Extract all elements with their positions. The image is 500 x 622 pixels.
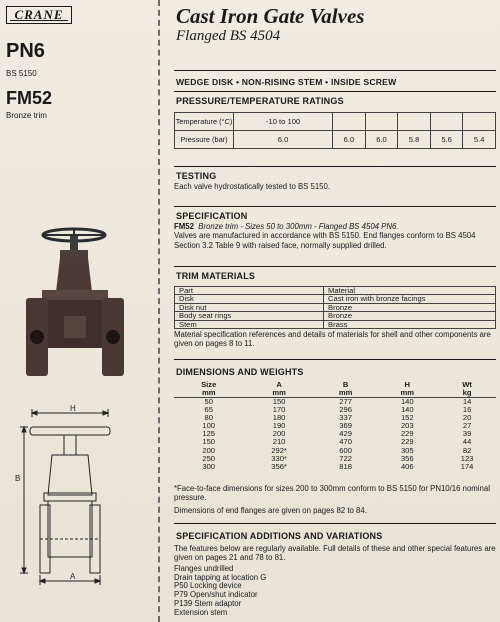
left-column (0, 0, 158, 622)
part-cell: Disk nut (175, 303, 324, 311)
trim-materials-heading: TRIM MATERIALS (176, 271, 256, 281)
pressure-temperature-table (174, 112, 496, 149)
dimension-cell: 369 (339, 421, 352, 431)
dimension-cell: 80 (204, 413, 213, 423)
table-row (174, 430, 496, 438)
divider-line (174, 70, 496, 71)
table-row (174, 406, 496, 414)
table-row (174, 438, 496, 446)
testing-heading: TESTING (176, 171, 217, 181)
standard-label: BS 5150 (6, 69, 37, 78)
dim-h-label: H (70, 405, 76, 413)
dimension-cell: 14 (462, 397, 472, 406)
dimension-cell: 140 (400, 397, 414, 406)
dimension-cell: 100 (202, 421, 216, 431)
material-cell: Brass (324, 320, 496, 328)
dimension-cell: 200 (272, 429, 286, 439)
pressure-cell: 6.0 (365, 131, 398, 149)
material-cell: Bronze (324, 303, 496, 311)
temp-cell (463, 113, 496, 131)
column-header: H (404, 380, 411, 389)
temp-cell: -10 to 100 (234, 113, 333, 131)
dimension-cell: 65 (204, 405, 213, 415)
temp-cell (398, 113, 431, 131)
additions-intro: The features below are regularly available. Full details of these and other special features are given on pages 21 and 78 to 81. (174, 544, 496, 563)
dimension-cell: 170 (272, 405, 286, 415)
dimension-cell: 123 (460, 453, 474, 463)
divider-line (174, 166, 496, 167)
dim-b-label: B (15, 474, 21, 483)
dimension-cell: 150 (202, 437, 216, 447)
part-cell: Disk (175, 295, 324, 303)
spec-italic: Bronze trim - Sizes 50 to 300mm - Flanged BS 4504 PN6. (198, 222, 399, 231)
dimension-cell: 200 (202, 445, 216, 455)
dimension-cell: 27 (462, 421, 472, 431)
column-header: Material (324, 287, 496, 295)
dimension-cell: 722 (339, 453, 352, 463)
dimension-cell: 39 (462, 429, 472, 439)
pressure-cell: 6.0 (234, 131, 333, 149)
units-row (174, 389, 496, 398)
column-header: Part (175, 287, 324, 295)
unit-cell: kg (438, 389, 496, 398)
table-row (174, 398, 496, 407)
list-item: Drain tapping at location G (174, 572, 267, 582)
pressure-class-label: PN6 (6, 40, 45, 62)
material-cell: Cast iron with bronze facings (324, 295, 496, 303)
pressure-cell: 5.4 (463, 131, 496, 149)
crane-logo: CRANE (6, 6, 72, 24)
flange-note: Dimensions of end flanges are given on pages 82 to 84. (174, 506, 367, 515)
dimension-cell: 82 (462, 445, 472, 455)
additions-heading: SPECIFICATION ADDITIONS AND VARIATIONS (176, 531, 383, 541)
table-header-row (174, 381, 496, 389)
dimension-cell: 190 (272, 421, 286, 431)
dimension-cell: 229 (400, 429, 414, 439)
dimensions-table (174, 381, 496, 471)
column-header: Size (201, 380, 217, 389)
dimension-cell: 210 (272, 437, 286, 447)
spec-body: Valves are manufactured in accordance with BS 5150. End flanges conform to BS 4504 Section 3.2 Table 9 with raised face, normally supplied drilled. (174, 231, 476, 250)
pressure-cell: 5.8 (398, 131, 431, 149)
dimension-cell: 250 (202, 453, 216, 463)
column-header: Wt (462, 380, 472, 389)
specification-text (174, 222, 496, 250)
dimension-cell: 300 (202, 461, 216, 471)
pressure-heading: PRESSURE/TEMPERATURE RATINGS (176, 96, 344, 106)
table-row (174, 447, 496, 455)
dimension-cell: 356* (271, 461, 287, 471)
list-item: P79 Open/shut indicator (174, 590, 258, 600)
list-item: Flanges undrilled (174, 564, 234, 573)
dimension-cell: 229 (400, 437, 414, 447)
dimension-cell: 203 (400, 421, 414, 431)
dimension-cell: 356 (400, 453, 414, 463)
dim-a-label: A (70, 572, 76, 581)
table-row (175, 312, 496, 320)
part-cell: Stem (175, 320, 324, 328)
table-row (174, 463, 496, 471)
temp-cell (430, 113, 463, 131)
dimension-cell: 406 (400, 461, 414, 471)
dimension-cell: 174 (460, 461, 474, 471)
dimension-cell: 180 (272, 413, 286, 423)
unit-cell: mm (243, 389, 314, 398)
dimension-cell: 152 (400, 413, 414, 423)
pressure-cell: 5.6 (430, 131, 463, 149)
dimension-cell: 305 (400, 445, 414, 455)
page-title: Cast Iron Gate Valves (176, 4, 365, 28)
table-row (174, 455, 496, 463)
temp-cell (333, 113, 366, 131)
temperature-label: Temperature (°C) (175, 113, 234, 131)
divider-line (174, 266, 496, 267)
dimensions-heading: DIMENSIONS AND WEIGHTS (176, 367, 304, 377)
temperature-row (175, 113, 496, 131)
spec-code: FM52 (174, 222, 194, 231)
unit-cell: mm (174, 389, 243, 398)
column-header: A (276, 380, 282, 389)
valve-dimension-drawing (14, 405, 132, 587)
trim-label: Bronze trim (6, 111, 47, 120)
divider-line (174, 91, 496, 92)
table-row (174, 422, 496, 430)
features-line: WEDGE DISK • NON-RISING STEM • INSIDE SCREW (176, 77, 397, 87)
divider-line (174, 359, 496, 360)
dimension-cell: 292* (271, 445, 287, 455)
part-cell: Body seat rings (175, 312, 324, 320)
dimension-cell: 44 (462, 437, 472, 447)
temp-cell (365, 113, 398, 131)
additions-list (174, 565, 496, 617)
testing-text: Each valve hydrostatically tested to BS 5150. (174, 182, 331, 191)
gate-valve-photo (20, 220, 132, 380)
page-subtitle: Flanged BS 4504 (176, 28, 281, 44)
list-item: P139 Stem adaptor (174, 598, 242, 608)
materials-note: Material specification references and details of materials for shell and other components are given on pages 8 to 11. (174, 330, 491, 349)
list-item: P50 Locking device (174, 581, 242, 591)
dimension-cell: 140 (400, 405, 414, 415)
dimension-cell: 50 (204, 397, 213, 406)
material-cell: Bronze (324, 312, 496, 320)
dimension-cell: 429 (339, 429, 352, 439)
dimension-cell: 337 (339, 413, 352, 423)
pressure-label: Pressure (bar) (175, 131, 234, 149)
dimension-cell: 150 (272, 397, 286, 406)
dimension-cell: 600 (339, 445, 352, 455)
dimension-cell: 125 (202, 429, 216, 439)
table-row (174, 414, 496, 422)
trim-materials-table (174, 286, 496, 329)
dimension-cell: 16 (462, 405, 472, 415)
dimension-cell: 296 (339, 405, 352, 415)
column-divider (158, 0, 160, 622)
divider-line (174, 523, 496, 524)
dimension-cell: 330* (271, 453, 287, 463)
divider-line (174, 206, 496, 207)
list-item: Extension stem (174, 607, 228, 617)
dimensions-footnote: *Face-to-face dimensions for sizes 200 to 300mm conform to BS 5150 for PN10/16 nominal pressure. (174, 484, 490, 503)
dimension-cell: 20 (462, 413, 472, 423)
table-row (175, 320, 496, 328)
pressure-row (175, 131, 496, 149)
column-header: B (342, 380, 349, 389)
dimension-cell: 470 (339, 437, 352, 447)
unit-cell: mm (376, 389, 438, 398)
unit-cell: mm (315, 389, 377, 398)
model-label: FM52 (6, 88, 53, 108)
pressure-cell: 6.0 (333, 131, 366, 149)
dimension-cell: 818 (339, 461, 352, 471)
specification-heading: SPECIFICATION (176, 211, 248, 221)
dimension-cell: 277 (339, 397, 352, 406)
